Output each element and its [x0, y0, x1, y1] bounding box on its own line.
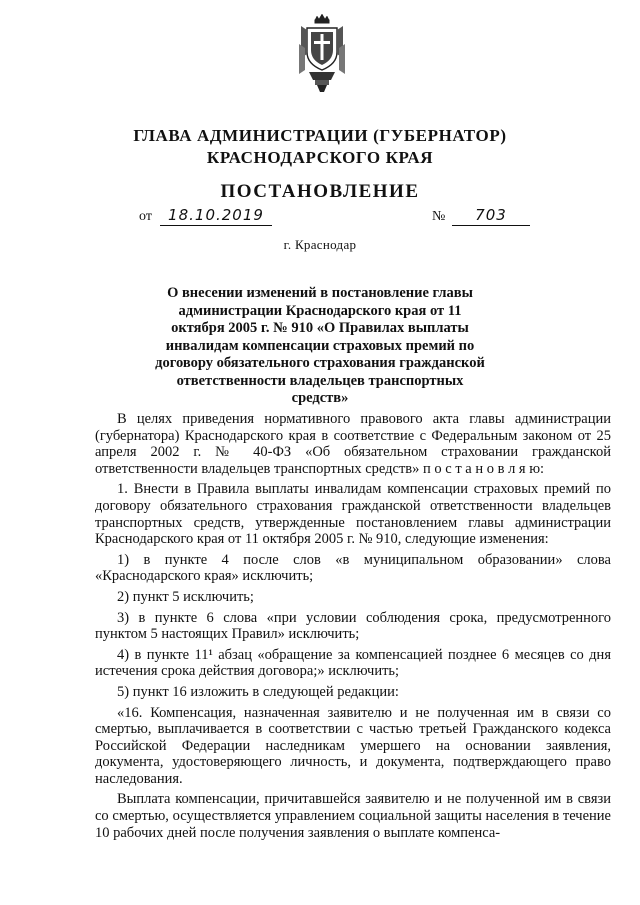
body-paragraph: 3) в пункте 6 слова «при условии соблюдения срока, предусмотренного пунктом 5 настоящих Правил» исключить; — [95, 609, 611, 643]
document-body — [95, 411, 611, 845]
document-title: О внесении изменений в постановление главы администрации Краснодарского края от 11 октября 2005 г. № 910 «О Правилах выплаты инвалидам компенсации страховых премий по договору обязательного страхования гражданской ответственности владельцев транспортных средств» — [155, 285, 485, 406]
city-line: г. Краснодар — [283, 237, 357, 252]
date-prefix: от — [139, 209, 152, 224]
body-paragraph: 1) в пункте 4 после слов «в муниципальном образовании» слова «Краснодарского края» исключить; — [95, 551, 611, 585]
body-paragraph: Выплата компенсации, причитавшейся заявителю и не полученной им в связи со смертью, осуществляется управлением социальной защиты населения в течение 10 рабочих дней после получения заявления о выплате компенса- — [95, 791, 611, 841]
body-paragraph: 4) в пункте 11¹ абзац «обращение за компенсацией позднее 6 месяцев со дня истечения срока действия договора;» исключить; — [95, 646, 611, 680]
body-paragraph: 5) пункт 16 изложить в следующей редакции: — [117, 683, 399, 700]
preamble-paragraph: В целях приведения нормативного правового акта главы администрации (губернатора) Краснодарского края в соответствие с Федеральным законом от 25 апреля 2002 г. № 40-ФЗ «Об обязательном страховании гражданской ответственности владельцев транспортных средств» п о с т а н о в л я ю: — [95, 411, 611, 477]
body-paragraph: 2) пункт 5 исключить; — [117, 588, 254, 605]
number-prefix: № — [432, 209, 446, 224]
governor-heading: ГЛАВА АДМИНИСТРАЦИИ (ГУБЕРНАТОР) — [133, 126, 507, 145]
body-paragraph: 1. Внести в Правила выплаты инвалидам компенсации страховых премий по договору обязательного страхования гражданской ответственности владельцев транспортных средств, утвержденные постановлением главы администрации Краснодарского края от 11 октября 2005 г. № 910, следующие изменения: — [95, 481, 611, 548]
coat-of-arms-emblem — [297, 14, 347, 94]
decree-date: 18.10.2019 — [160, 206, 272, 226]
body-paragraph: «16. Компенсация, назначенная заявителю и не полученная им в связи со смертью, выплачивается в соответствии с частью третьей Гражданского кодекса Российской Федерации наследникам умершего на основании заявления, документа, удостоверяющего личность, и документа, подтверждающего право наследования. — [95, 704, 611, 787]
document-type-heading: ПОСТАНОВЛЕНИЕ — [220, 181, 420, 202]
region-heading: КРАСНОДАРСКОГО КРАЯ — [206, 148, 434, 167]
decree-number: 703 — [452, 206, 530, 226]
